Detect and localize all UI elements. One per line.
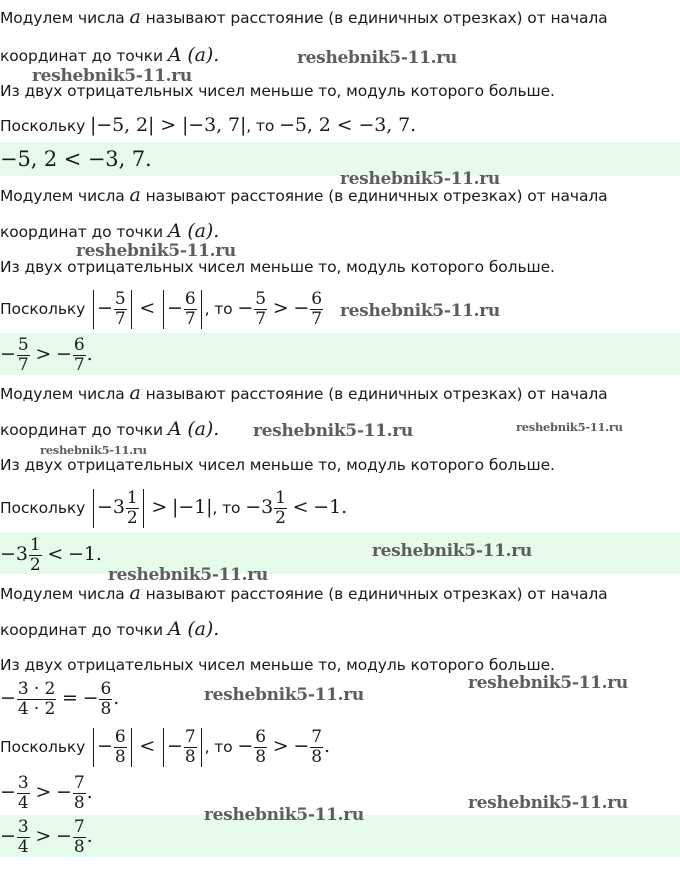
watermark: reshebnik5-11.ru bbox=[32, 66, 192, 86]
intermediate-line: − $\frac{3}{4}$ > − $\frac{7}{8}$ . bbox=[0, 773, 93, 813]
watermark: reshebnik5-11.ru bbox=[297, 48, 457, 68]
absolute-value: − $\frac{6}{7}$ bbox=[163, 290, 202, 329]
fraction: $\frac{1}{2}$ bbox=[126, 488, 138, 528]
watermark: reshebnik5-11.ru bbox=[468, 673, 628, 693]
watermark: reshebnik5-11.ru bbox=[204, 685, 364, 705]
watermark: reshebnik5-11.ru bbox=[468, 793, 628, 813]
fraction: $\frac{6}{8}$ bbox=[255, 727, 266, 767]
rule-line: Из двух отрицательных чисел меньше то, модуль которого больше. bbox=[0, 456, 555, 474]
absolute-value: − $\frac{5}{7}$ bbox=[93, 290, 132, 329]
fraction: $\frac{7}{8}$ bbox=[73, 773, 85, 813]
fraction: $\frac{6}{7}$ bbox=[73, 335, 85, 375]
fraction: $\frac{7}{8}$ bbox=[311, 727, 322, 767]
comparison-line: Поскольку − $\frac{5}{7}$ < − $\frac{6}{7}$ , то − $\frac{5}{7}$ > − $\frac{6}{7}$ bbox=[0, 289, 322, 329]
comparison-line: Поскольку −3 $\frac{1}{2}$ > |−1|, то −3 $\frac{1}{2}$ < −1. bbox=[0, 488, 348, 528]
definition-line-1: Модулем числа a называют расстояние (в единичных отрезках) от начала bbox=[0, 582, 608, 604]
fraction: $\frac{5}{7}$ bbox=[114, 289, 126, 329]
comparison-line: Поскольку |−5, 2| > |−3, 7|, то −5, 2 < −3, 7. bbox=[0, 114, 417, 136]
watermark: reshebnik5-11.ru bbox=[253, 421, 413, 441]
absolute-value: −3 $\frac{1}{2}$ bbox=[93, 489, 144, 528]
fraction: $\frac{6}{8}$ bbox=[114, 727, 126, 767]
watermark: reshebnik5-11.ru bbox=[516, 420, 623, 434]
fraction: $\frac{1}{2}$ bbox=[275, 488, 286, 528]
definition-line-2: координат до точки A (a). bbox=[0, 220, 220, 242]
reduction-line: − $\frac{3 \cdot 2}{4 \cdot 2}$ = − $\frac{6}{8}$ . bbox=[0, 679, 120, 719]
rule-line: Из двух отрицательных чисел меньше то, модуль которого больше. bbox=[0, 82, 555, 100]
fraction: $\frac{3}{4}$ bbox=[17, 773, 29, 813]
fraction: $\frac{3 \cdot 2}{4 \cdot 2}$ bbox=[17, 679, 56, 719]
fraction: $\frac{7}{8}$ bbox=[73, 817, 85, 857]
rule-line: Из двух отрицательных чисел меньше то, модуль которого больше. bbox=[0, 656, 555, 674]
definition-line-1: Модулем числа a называют расстояние (в единичных отрезках) от начала bbox=[0, 6, 608, 28]
definition-line-1: Модулем числа a называют расстояние (в единичных отрезках) от начала bbox=[0, 382, 608, 404]
absolute-value: − $\frac{6}{8}$ bbox=[93, 728, 132, 767]
fraction: $\frac{1}{2}$ bbox=[29, 535, 41, 575]
fraction: $\frac{6}{8}$ bbox=[100, 679, 112, 719]
watermark: reshebnik5-11.ru bbox=[204, 805, 364, 825]
definition-line-2: координат до точки A (a). bbox=[0, 44, 220, 66]
definition-line-2: координат до точки A (a). bbox=[0, 618, 220, 640]
watermark: reshebnik5-11.ru bbox=[372, 541, 532, 561]
comparison-line: Поскольку − $\frac{6}{8}$ < − $\frac{7}{8}$ , то − $\frac{6}{8}$ > − $\frac{7}{8}$ . bbox=[0, 727, 330, 767]
answer-line: − $\frac{5}{7}$ > − $\frac{6}{7}$ . bbox=[0, 335, 93, 375]
fraction: $\frac{6}{7}$ bbox=[311, 289, 322, 329]
watermark: reshebnik5-11.ru bbox=[76, 241, 236, 261]
answer-line: − $\frac{3}{4}$ > − $\frac{7}{8}$ . bbox=[0, 817, 93, 857]
watermark: reshebnik5-11.ru bbox=[108, 565, 268, 585]
fraction: $\frac{3}{4}$ bbox=[17, 817, 29, 857]
fraction: $\frac{7}{8}$ bbox=[184, 727, 196, 767]
rule-line: Из двух отрицательных чисел меньше то, модуль которого больше. bbox=[0, 258, 555, 276]
absolute-value: − $\frac{7}{8}$ bbox=[163, 728, 202, 767]
answer-line: −5, 2 < −3, 7. bbox=[0, 147, 152, 171]
definition-line-2: координат до точки A (a). bbox=[0, 418, 220, 440]
watermark: reshebnik5-11.ru bbox=[340, 301, 500, 321]
definition-line-1: Модулем числа a называют расстояние (в единичных отрезках) от начала bbox=[0, 184, 608, 206]
fraction: $\frac{6}{7}$ bbox=[184, 289, 196, 329]
watermark: reshebnik5-11.ru bbox=[340, 169, 500, 189]
watermark: reshebnik5-11.ru bbox=[40, 443, 147, 457]
fraction: $\frac{5}{7}$ bbox=[255, 289, 266, 329]
fraction: $\frac{5}{7}$ bbox=[17, 335, 29, 375]
answer-line: −3 $\frac{1}{2}$ < −1. bbox=[0, 535, 102, 575]
